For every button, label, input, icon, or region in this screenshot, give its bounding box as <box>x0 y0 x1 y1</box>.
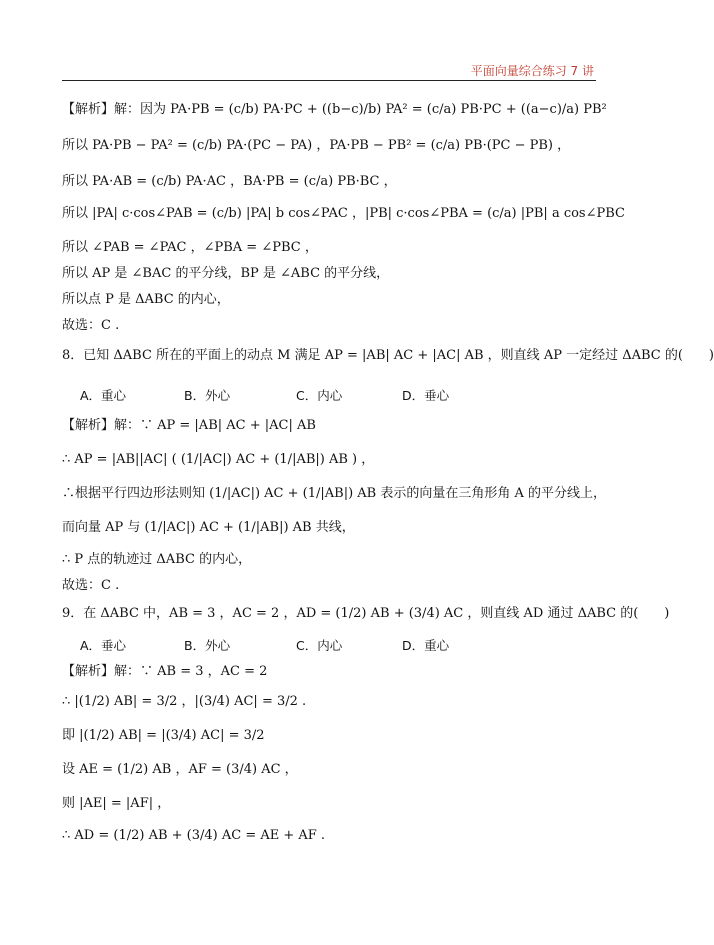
q9-solution-line-1: 【解析】解：∵ AB = 3 ，AC = 2 <box>62 664 268 679</box>
q9-option-d: D．重心 <box>402 638 450 653</box>
q9-solution-line-3: 即 |(1/2) AB| = |(3/4) AC| = 3/2 <box>62 728 265 743</box>
q8-solution-line-3: ∴根据平行四边形法则知 (1/|AC|) AC + (1/|AB|) AB 表示的向量在三角形角 A 的平分线上， <box>62 486 607 501</box>
q9-solution-line-2: ∴ |(1/2) AB| = 3/2 ，|(3/4) AC| = 3/2 . <box>62 694 307 709</box>
q8-solution-line-2: ∴ AP = |AB||AC| ( (1/|AC|) AC + (1/|AB|) AB ) ， <box>62 452 375 467</box>
q7-solution-line-1: 【解析】解：因为 PA·PB = (c/b) PA·PC + ((b−c)/b) PA² = (c/a) PB·PC + ((a−c)/a) PB² <box>62 102 607 117</box>
q7-solution-line-5: 所以 ∠PAB = ∠PAC ，∠PBA = ∠PBC ， <box>62 240 318 255</box>
q7-solution-line-2: 所以 PA·PB − PA² = (c/b) PA·(PC − PA) ，PA·PB − PB² = (c/a) PB·(PC − PB) ， <box>62 138 571 153</box>
q9-option-a: A．垂心 <box>80 638 127 653</box>
q7-solution-line-8: 故选：C . <box>62 318 120 333</box>
q8-option-c: C．内心 <box>296 388 343 403</box>
q8-option-d: D．垂心 <box>402 388 450 403</box>
q8-solution-line-4: 而向量 AP 与 (1/|AC|) AC + (1/|AB|) AB 共线， <box>62 520 355 535</box>
q9-solution-line-4: 设 AE = (1/2) AB ，AF = (3/4) AC ， <box>62 762 298 777</box>
q8-option-a: A．重心 <box>80 388 127 403</box>
q9-option-b: B．外心 <box>184 638 231 653</box>
q7-solution-line-6: 所以 AP 是 ∠BAC 的平分线，BP 是 ∠ABC 的平分线， <box>62 266 390 281</box>
q9-solution-line-5: 则 |AE| = |AF| ， <box>62 796 171 811</box>
q8-solution-line-5: ∴ P 点的轨迹过 ΔABC 的内心， <box>62 552 252 567</box>
q9-solution-line-6: ∴ AD = (1/2) AB + (3/4) AC = AE + AF . <box>62 828 326 843</box>
q7-solution-line-3: 所以 PA·AB = (c/b) PA·AC ，BA·PB = (c/a) PB·BC ， <box>62 174 397 189</box>
q8-option-b: B．外心 <box>184 388 231 403</box>
q7-solution-line-4: 所以 |PA| c·cos∠PAB = (c/b) |PA| b cos∠PAC ，|PB| c·cos∠PBA = (c/a) |PB| a cos∠PBC <box>62 206 625 221</box>
q7-solution-line-7: 所以点 P 是 ΔABC 的内心， <box>62 292 230 307</box>
q9-stem: 9．在 ΔABC 中，AB = 3 ，AC = 2 ，AD = (1/2) AB + (3/4) AC ，则直线 AD 通过 ΔABC 的( ) <box>62 606 670 621</box>
q9-option-c: C．内心 <box>296 638 343 653</box>
q8-solution-line-6: 故选：C . <box>62 578 120 593</box>
header-title: 平面向量综合练习 7 讲 <box>470 64 594 78</box>
q8-solution-line-1: 【解析】解：∵ AP = |AB| AC + |AC| AB <box>62 418 316 433</box>
header-rule <box>62 80 596 81</box>
q8-stem: 8．已知 ΔABC 所在的平面上的动点 M 满足 AP = |AB| AC + |AC| AB ，则直线 AP 一定经过 ΔABC 的( ) <box>62 348 714 363</box>
